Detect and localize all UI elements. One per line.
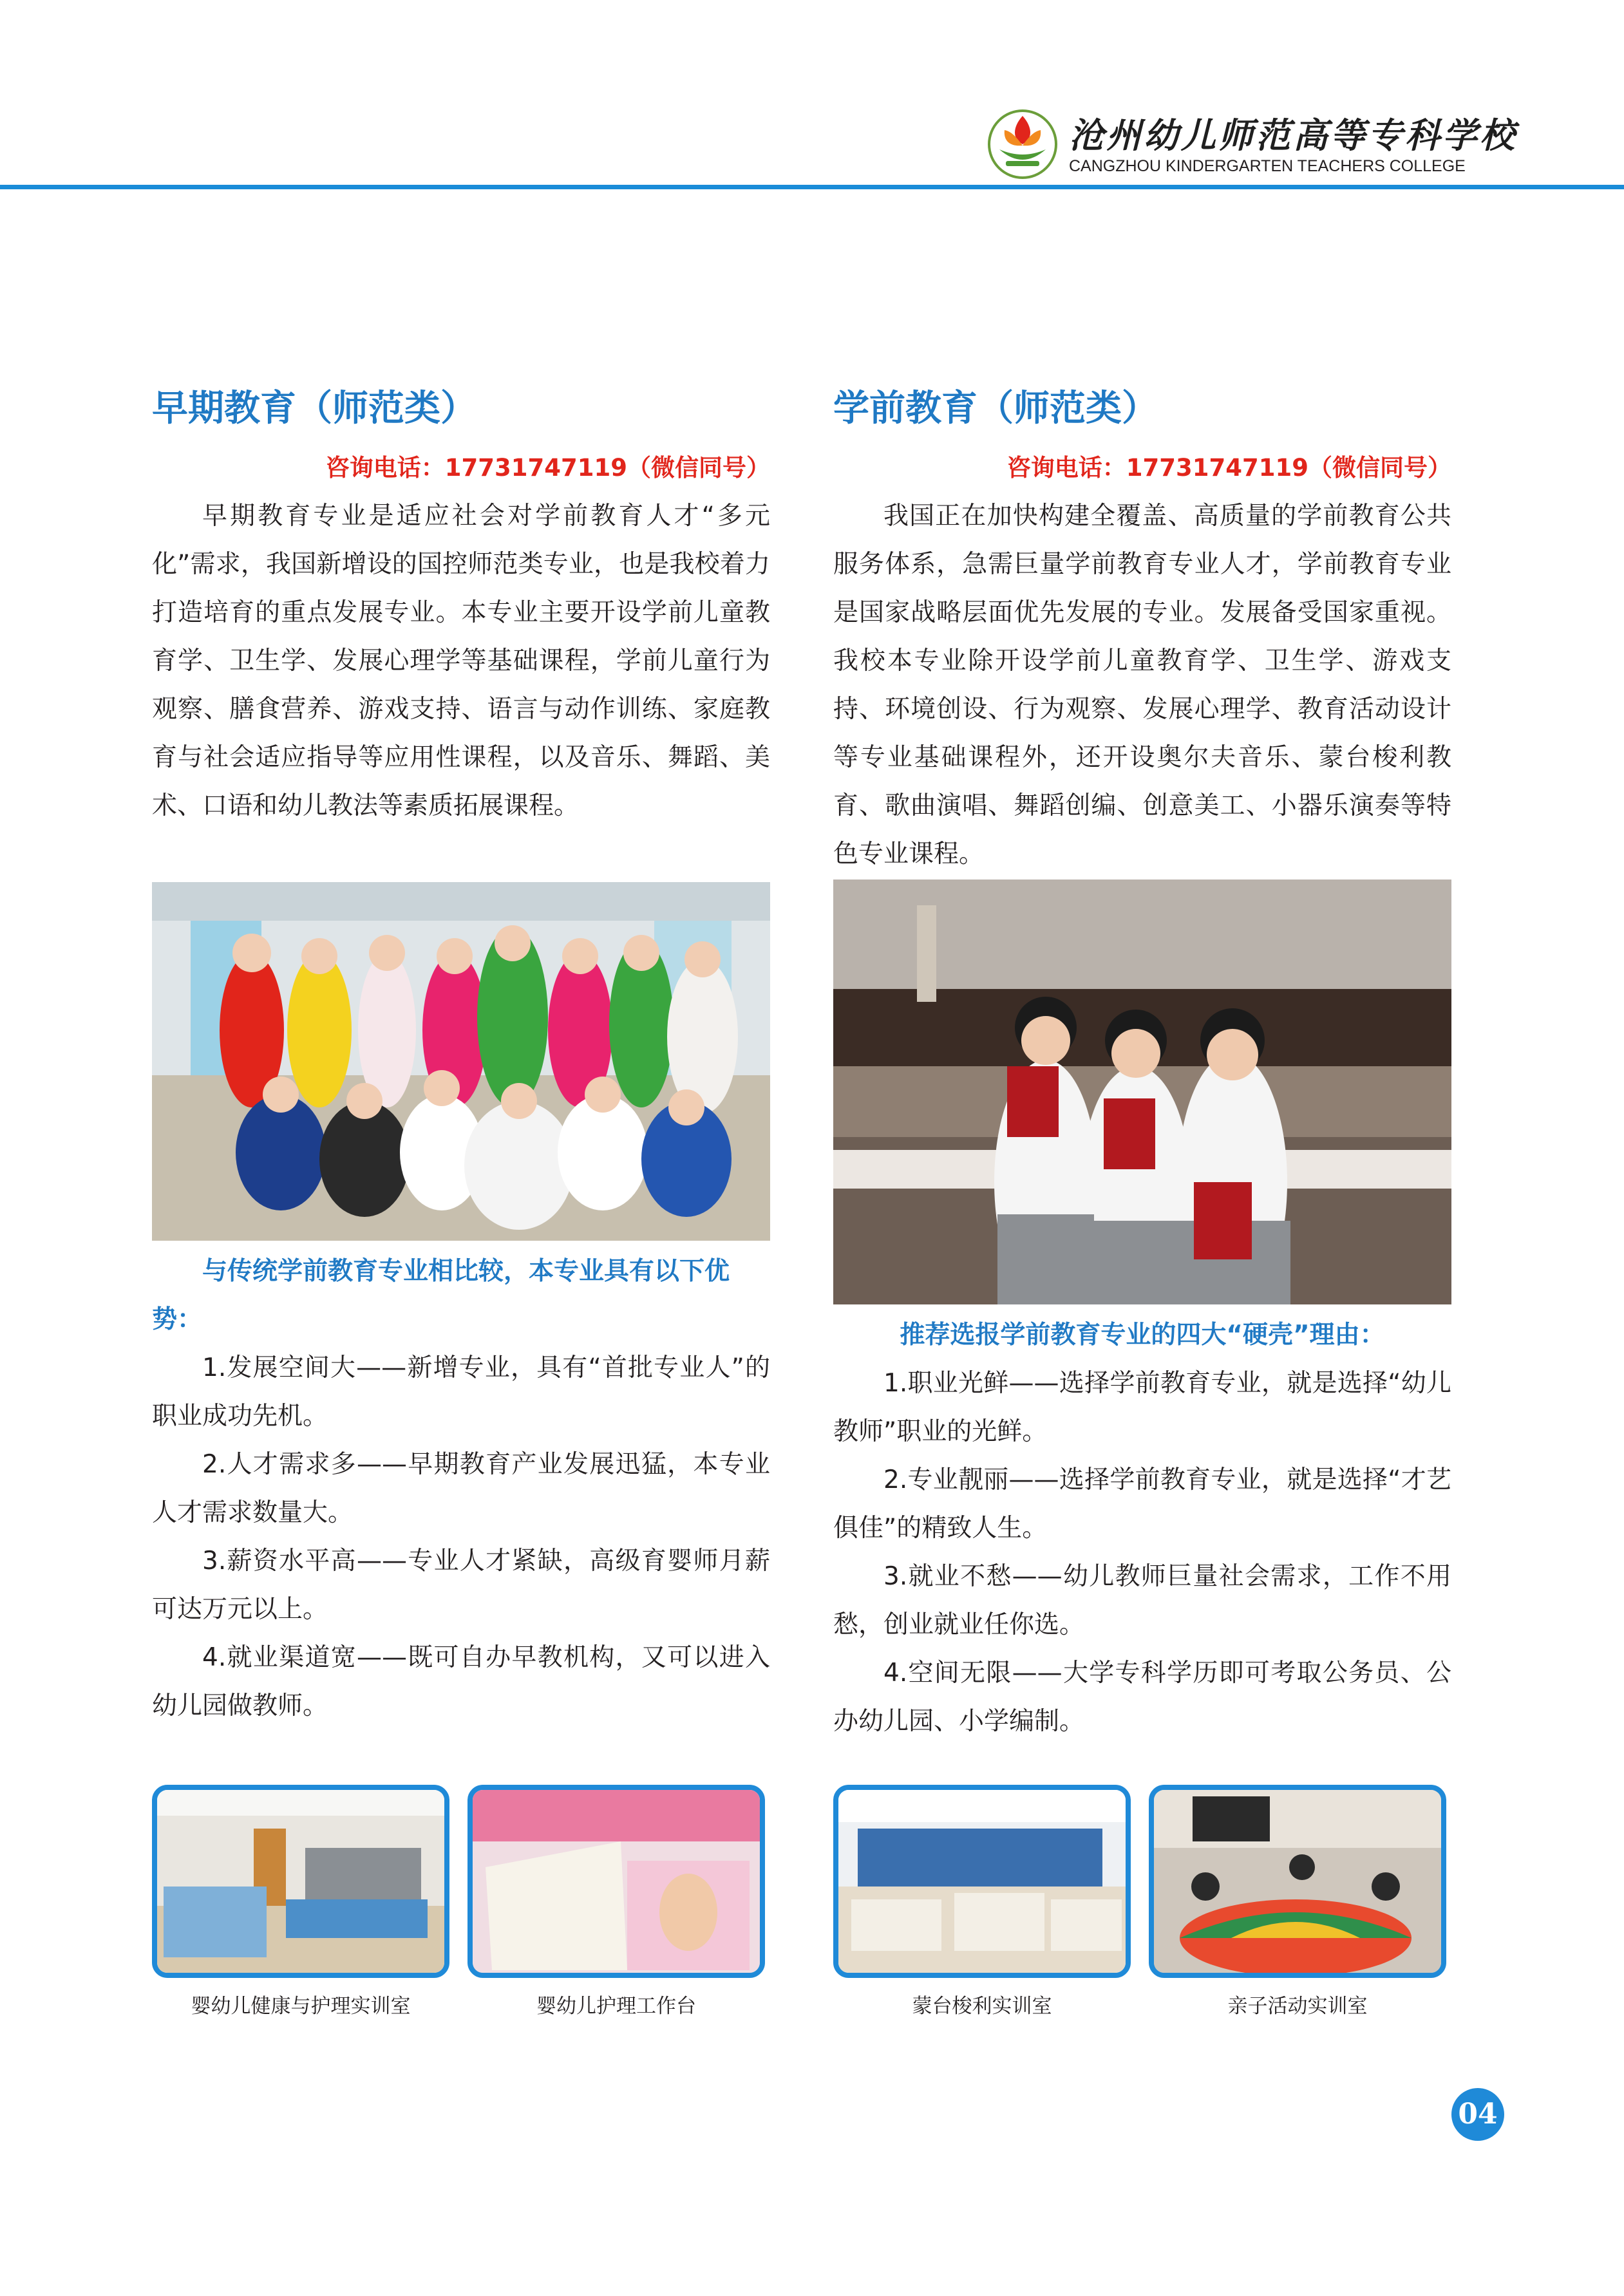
parent-child-lab-image: [1154, 1790, 1441, 1973]
parent-child-lab-photo: [1149, 1785, 1446, 1978]
section-title: 学前教育（师范类）: [833, 388, 1158, 429]
montessori-lab-photo: [833, 1785, 1131, 1978]
left-thumbnails: [152, 1785, 770, 2018]
award-students-photo: [833, 880, 1451, 1304]
thumb-caption-2: 婴幼儿护理工作台: [536, 1995, 696, 2018]
reason-item-4: 4.空间无限——大学专科学历即可考取公务员、公办幼儿园、小学编制。: [833, 1659, 1451, 1736]
school-logo-icon: [987, 108, 1059, 180]
infant-care-station-image: [473, 1790, 760, 1973]
reason-item-2: 2.专业靓丽——选择学前教育专业，就是选择“才艺俱佳”的精致人生。: [833, 1465, 1451, 1543]
advantage-item-1: 1.发展空间大——新增专业，具有“首批专业人”的职业成功先机。: [152, 1353, 770, 1431]
reason-item-1: 1.职业光鲜——选择学前教育专业，就是选择“幼儿教师”职业的光鲜。: [833, 1369, 1451, 1446]
students-costume-photo-image: [152, 882, 770, 1241]
reasons-heading: 推荐选报学前教育专业的四大“硬壳”理由：: [900, 1321, 1385, 1350]
page-header: [0, 0, 1624, 193]
consult-phone: 咨询电话：17731747119（微信同号）: [325, 454, 770, 482]
advantage-item-4: 4.就业渠道宽——既可自办早教机构，又可以进入幼儿园做教师。: [152, 1643, 770, 1720]
section-intro: 早期教育专业是适应社会对学前教育人才“多元化”需求，我国新增设的国控师范类专业，也是我校着力打造培育的重点发展专业。本专业主要开设学前儿童教育学、卫生学、发展心理学等基础课程，学前儿童行为观察、膳食营养、游戏支持、语言与动作训练、家庭教育与社会适应指导等应用性课程，以及音乐、舞蹈、美术、口语和幼儿教法等素质拓展课程。: [152, 502, 770, 820]
school-name-en: CANGZHOU KINDERGARTEN TEACHERS COLLEGE: [1069, 157, 1466, 175]
thumb-caption-3: 蒙台梭利实训室: [912, 1995, 1052, 2018]
thumb-caption-4: 亲子活动实训室: [1227, 1995, 1368, 2018]
infant-care-lab-image: [157, 1790, 444, 1973]
section-title: 早期教育（师范类）: [152, 388, 477, 429]
thumb-caption-1: 婴幼儿健康与护理实训室: [191, 1995, 411, 2018]
consult-phone: 咨询电话：17731747119（微信同号）: [1006, 454, 1451, 482]
montessori-lab-image: [838, 1790, 1126, 1973]
section-intro: 我国正在加快构建全覆盖、高质量的学前教育公共服务体系，急需巨量学前教育专业人才，学前教育专业是国家战略层面优先发展的专业。发展备受国家重视。我校本专业除开设学前儿童教育学、卫生学、游戏支持、环境创设、行为观察、发展心理学、教育活动设计等专业基础课程外，还开设奥尔夫音乐、蒙台梭利教育、歌曲演唱、舞蹈创编、创意美工、小器乐演奏等特色专业课程。: [833, 502, 1451, 869]
right-thumbnails: [833, 1785, 1451, 2018]
section-early-education: [152, 373, 770, 1730]
advantage-item-2: 2.人才需求多——早期教育产业发展迅猛，本专业人才需求数量大。: [152, 1450, 770, 1527]
header-divider: [0, 185, 1624, 189]
school-name-cn: 沧州幼儿师范高等专科学校: [1069, 115, 1517, 156]
infant-care-lab-photo: [152, 1785, 449, 1978]
infant-care-station-photo: [467, 1785, 765, 1978]
reason-item-3: 3.就业不愁——幼儿教师巨量社会需求，工作不用愁，创业就业任你选。: [833, 1562, 1451, 1639]
section-preschool-education: [833, 373, 1451, 1746]
advantage-item-3: 3.薪资水平高——专业人才紧缺，高级育婴师月薪可达万元以上。: [152, 1547, 770, 1624]
award-students-photo-image: [833, 880, 1451, 1304]
page-number: 04: [1451, 2088, 1504, 2141]
students-costume-photo: [152, 882, 770, 1241]
advantages-heading: 与传统学前教育专业相比较，本专业具有以下优势：: [152, 1257, 730, 1334]
